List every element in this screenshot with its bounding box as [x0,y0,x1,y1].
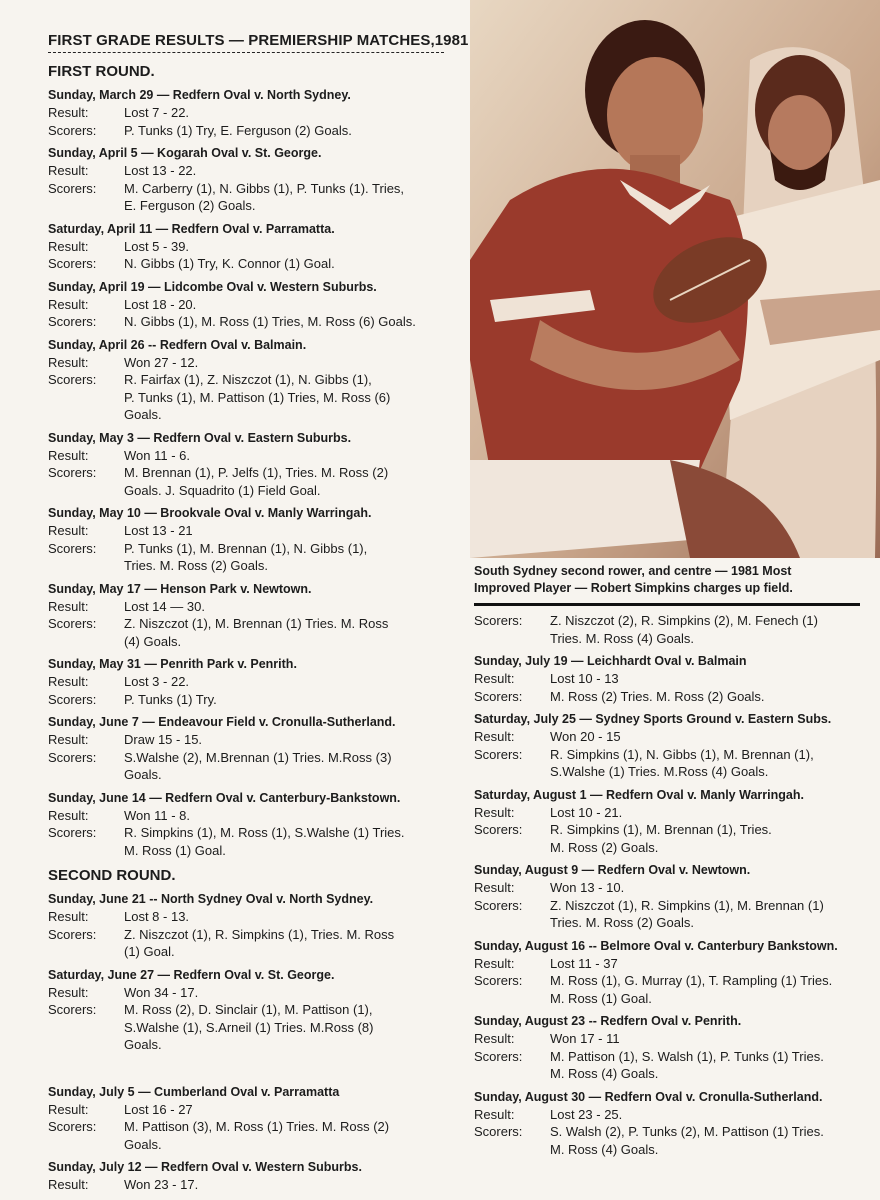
scorers-label: Scorers: [48,749,97,765]
result-label: Result: [48,1101,89,1117]
scorers-row [48,615,468,650]
second-round-heading: SECOND ROUND. [48,867,176,884]
scorers-line: (1) Goal. [124,944,175,959]
page-title: FIRST GRADE RESULTS — PREMIERSHIP MATCHES,1981 [48,32,469,49]
result-label: Result: [474,804,515,820]
scorers-line: P. Tunks (1), M. Brennan (1), N. Gibbs (1), [124,540,368,556]
scorers-line: R. Simpkins (1), N. Gibbs (1), M. Brennan (1), [550,746,814,762]
scorers-label: Scorers: [48,616,97,631]
result-row [474,955,874,973]
result-row [48,447,468,465]
caption-line: Improved Player — Robert Simpkins charges up field. [474,581,793,595]
match-title: Sunday, July 12 — Redfern Oval v. Western Suburbs. [48,1160,362,1174]
result-row [48,296,468,314]
scorers-label: Scorers: [474,1124,523,1139]
result-label: Result: [48,163,89,178]
scorers-line: Tries. M. Ross (2) Goals. [550,915,694,930]
scorers-line: M. Ross (4) Goals. [550,1141,659,1157]
scorers-line: (4) Goals. [124,633,182,649]
match-title: Saturday, April 11 — Redfern Oval v. Parramatta. [48,221,335,236]
result-row [474,670,874,688]
match-block [48,87,468,139]
result-value: Lost 16 - 27 [124,1101,193,1117]
scorers-value [550,688,874,706]
scorers-row [48,464,468,499]
continued-list [474,653,874,1158]
scorers-label: Scorers: [474,897,523,913]
player-photo [470,0,880,558]
scorers-label: Scorers: [474,688,523,704]
result-row [474,804,874,822]
result-row [48,1101,468,1119]
scorers-value [550,972,874,1007]
scorers-row [48,180,468,215]
result-value: Draw 15 - 15. [124,732,203,747]
result-value: Lost 10 - 21. [550,804,623,820]
match-block [474,711,874,781]
scorers-label: Scorers: [48,926,97,942]
scorers-value [124,464,468,499]
match-title: Sunday, March 29 — Redfern Oval v. North Sydney. [48,88,351,102]
scorers-label: Scorers: [474,1048,523,1064]
match-title: Saturday, July 25 — Sydney Sports Ground v. Eastern Subs. [474,712,832,726]
result-label: Result: [48,598,89,614]
scorers-line: N. Gibbs (1), M. Ross (1) Tries, M. Ross (6) Goals. [124,314,416,329]
result-row [474,879,874,897]
match-block [48,967,468,1054]
result-label: Result: [474,729,515,744]
scorers-line: Goals. J. Squadrito (1) Field Goal. [124,482,321,498]
match-block [48,221,468,273]
match-title: Sunday, June 14 — Redfern Oval v. Canterbury-Bankstown. [48,790,401,805]
scorers-row [48,824,468,859]
result-label: Result: [48,732,89,747]
result-row [48,522,468,540]
result-label: Result: [48,909,89,924]
result-label: Result: [48,674,89,689]
scorers-line: Z. Niszczot (1), M. Brennan (1) Tries. M. Ross [124,616,389,631]
scorers-line: M. Ross (2) Goals. [550,839,659,855]
scorers-line: Goals. [124,767,162,782]
match-title: Saturday, June 27 — Redfern Oval v. St. George. [48,967,335,982]
result-label: Result: [474,1106,515,1122]
result-label: Result: [48,1177,89,1192]
result-row [48,104,468,122]
match-title: Sunday, May 3 — Redfern Oval v. Eastern Suburbs. [48,430,352,445]
scorers-value [124,824,468,859]
scorers-line: Tries. M. Ross (2) Goals. [124,558,268,573]
scorers-line: E. Ferguson (2) Goals. [124,198,256,213]
scorers-value [550,1123,874,1158]
scorers-value [124,615,468,650]
match-block [48,1084,468,1154]
scorers-row [48,255,468,273]
scorers-row [474,1048,874,1083]
scorers-value [124,540,468,575]
scorers-line: R. Simpkins (1), M. Brennan (1), Tries. [550,822,772,837]
match-title: Sunday, April 26 -- Redfern Oval v. Balmain. [48,337,307,352]
result-label: Result: [48,105,89,120]
match-block [48,891,468,961]
scorers-row [48,691,468,709]
match-title: Sunday, April 19 — Lidcombe Oval v. Western Suburbs. [48,279,377,294]
scorers-row [474,821,874,856]
match-title: Sunday, July 5 — Cumberland Oval v. Parramatta [48,1084,340,1099]
result-label: Result: [48,296,89,312]
match-title: Sunday, August 30 — Redfern Oval v. Cronulla-Sutherland. [474,1089,823,1104]
result-value: Won 11 - 8. [124,807,190,823]
scorers-line: P. Tunks (1), M. Pattison (1) Tries, M. Ross (6) [124,389,391,405]
result-value: Won 11 - 6. [124,447,190,463]
scorers-label: Scorers: [48,180,97,196]
scorers-label: Scorers: [48,122,97,138]
scorers-line: R. Simpkins (1), M. Ross (1), S.Walshe (1) Tries. [124,825,405,840]
result-row [48,598,468,616]
scorers-line: R. Fairfax (1), Z. Niszczot (1), N. Gibbs (1), [124,372,372,387]
result-value: Lost 7 - 22. [124,105,190,120]
match-title: Sunday, July 19 — Leichhardt Oval v. Balmain [474,654,747,668]
match-title: Sunday, June 7 — Endeavour Field v. Cronulla-Sutherland. [48,715,396,729]
caption-divider [474,603,860,606]
result-value: Won 17 - 11 [550,1031,620,1046]
match-block [48,581,468,651]
first-round-heading: FIRST ROUND. [48,63,155,80]
scorers-label: Scorers: [48,540,97,556]
match-block [474,938,874,1008]
scorers-line: Goals. [124,1037,162,1052]
caption-line: South Sydney second rower, and centre — 1981 Most [474,564,792,578]
title-underline [48,52,444,53]
result-value: Lost 23 - 25. [550,1106,623,1122]
scorers-label: Scorers: [474,973,523,988]
match-title: Sunday, April 5 — Kogarah Oval v. St. George. [48,146,322,160]
result-value: Lost 14 — 30. [124,598,205,614]
scorers-value [550,897,874,932]
scorers-line: M. Ross (4) Goals. [550,1066,659,1081]
result-row [48,238,468,256]
scorers-line: S. Walsh (2), P. Tunks (2), M. Pattison (1) Tries. [550,1124,824,1139]
match-block [48,505,468,575]
scorers-row [48,1118,468,1153]
match-block [48,656,468,708]
result-row [48,731,468,749]
scorers-line: S.Walshe (2), M.Brennan (1) Tries. M.Ross (3) [124,749,392,765]
scorers-row [474,972,874,1007]
scorers-value [124,691,468,709]
scorers-line: M. Ross (2) Tries. M. Ross (2) Goals. [550,688,765,704]
scorers-value [124,122,468,140]
scorers-value [124,926,468,961]
scorers-line: S.Walshe (1), S.Arneil (1) Tries. M.Ross (8) [124,1019,374,1035]
result-row [48,984,468,1002]
match-block [48,337,468,424]
result-row [48,162,468,180]
scorers-line: N. Gibbs (1) Try, K. Connor (1) Goal. [124,256,335,271]
first-round-list [48,87,468,859]
scorers-line: S.Walshe (1) Tries. M.Ross (4) Goals. [550,764,769,779]
scorers-label: Scorers: [48,1002,97,1017]
result-row [48,673,468,691]
scorers-line: M. Brennan (1), P. Jelfs (1), Tries. M. Ross (2) [124,465,389,480]
scorers-row [48,313,468,331]
match-title: Sunday, May 10 — Brookvale Oval v. Manly Warringah. [48,506,372,520]
scorers-value [124,255,468,273]
match-block [48,145,468,215]
result-value: Won 23 - 17. [124,1177,199,1192]
result-row [48,908,468,926]
scorers-label: Scorers: [474,822,523,837]
result-value: Lost 8 - 13. [124,909,190,924]
scorers-value [550,612,874,647]
result-value: Lost 3 - 22. [124,674,190,689]
scorers-value [124,1118,468,1153]
right-column [474,612,874,1158]
scorers-label: Scorers: [48,256,97,271]
scorers-line: M. Carberry (1), N. Gibbs (1), P. Tunks (1). Tries, [124,180,405,196]
scorers-row [48,749,468,784]
scorers-line: Goals. [124,1136,162,1152]
scorers-label: Scorers: [48,1119,97,1134]
match-block [48,430,468,500]
scorers-line: M. Pattison (3), M. Ross (1) Tries. M. Ross (2) [124,1119,390,1134]
scorers-value [124,1001,468,1054]
result-label: Result: [474,955,515,971]
result-label: Result: [474,880,515,895]
scorers-line: P. Tunks (1) Try, E. Ferguson (2) Goals. [124,122,352,138]
result-value: Lost 5 - 39. [124,238,190,254]
result-value: Lost 11 - 37 [550,955,618,971]
scorers-value [550,746,874,781]
result-label: Result: [48,984,89,1000]
scorers-label: Scorers: [48,691,97,707]
scorers-label: Scorers: [48,465,97,480]
scorers-line: M. Ross (2), D. Sinclair (1), M. Pattison (1), [124,1002,373,1017]
scorers-line: M. Pattison (1), S. Walsh (1), P. Tunks (1) Tries. [550,1048,824,1064]
scorers-line: Z. Niszczot (2), R. Simpkins (2), M. Fenech (1) [550,613,818,628]
result-value: Lost 13 - 22. [124,163,197,178]
scorers-row [474,688,874,706]
scorers-row-continued [474,612,874,647]
scorers-row [474,897,874,932]
match-block [474,787,874,857]
match-title: Sunday, May 31 — Penrith Park v. Penrith. [48,657,297,671]
scorers-row [474,1123,874,1158]
scorers-line: M. Ross (1) Goal. [550,990,652,1006]
result-row [48,807,468,825]
scorers-row [48,122,468,140]
result-label: Result: [48,447,89,463]
match-block [48,790,468,860]
match-title: Sunday, August 16 -- Belmore Oval v. Canterbury Bankstown. [474,938,838,953]
match-block [474,1089,874,1159]
scorers-value [124,313,468,331]
scorers-line: M. Ross (1) Goal. [124,842,226,858]
left-column [48,60,468,1194]
scorers-value [550,821,874,856]
result-value: Lost 18 - 20. [124,296,197,312]
result-value: Won 27 - 12. [124,354,199,370]
result-label: Result: [48,807,89,823]
match-title: Sunday, August 23 -- Redfern Oval v. Penrith. [474,1014,742,1028]
scorers-line: Goals. [124,407,162,422]
result-label: Result: [474,671,515,686]
result-row [474,1106,874,1124]
photo-caption [474,563,860,597]
result-label: Result: [48,354,89,370]
result-value: Won 13 - 10. [550,880,625,895]
scorers-label: Scorers: [48,314,97,329]
match-block [48,279,468,331]
result-row [474,728,874,746]
result-value: Won 34 - 17. [124,984,199,1000]
result-value: Lost 10 - 13 [550,671,619,686]
match-title: Sunday, May 17 — Henson Park v. Newtown. [48,581,312,596]
scorers-line: M. Ross (1), G. Murray (1), T. Rampling (1) Tries. [550,973,833,988]
result-row [48,354,468,372]
result-label: Result: [474,1031,515,1046]
result-label: Result: [48,238,89,254]
result-row [474,1030,874,1048]
match-block [474,653,874,705]
scorers-row [474,746,874,781]
scorers-label: Scorers: [48,825,97,840]
second-round-list [48,891,468,1194]
scorers-row [48,926,468,961]
match-block [48,1159,468,1194]
match-title: Sunday, June 21 -- North Sydney Oval v. North Sydney. [48,892,374,906]
match-title: Saturday, August 1 — Redfern Oval v. Manly Warringah. [474,787,804,802]
result-row [48,1176,468,1194]
scorers-value [124,749,468,784]
scorers-line: Tries. M. Ross (4) Goals. [550,630,694,646]
scorers-label: Scorers: [474,746,523,762]
scorers-line: P. Tunks (1) Try. [124,691,217,707]
match-block [474,862,874,932]
match-block [474,1013,874,1083]
scorers-line: Z. Niszczot (1), R. Simpkins (1), M. Brennan (1) [550,897,824,913]
photo-image [470,0,880,558]
scorers-row [48,371,468,424]
scorers-line: Z. Niszczot (1), R. Simpkins (1), Tries. M. Ross [124,926,395,942]
scorers-value [550,1048,874,1083]
scorers-label: Scorers: [474,613,523,628]
result-label: Result: [48,523,89,538]
match-title: Sunday, August 9 — Redfern Oval v. Newtown. [474,863,751,877]
match-block [48,714,468,784]
result-value: Won 20 - 15 [550,729,621,744]
scorers-label: Scorers: [48,372,97,387]
scorers-value [124,180,468,215]
scorers-row [48,540,468,575]
scorers-value [124,371,468,424]
result-value: Lost 13 - 21 [124,523,193,538]
scorers-row [48,1001,468,1054]
